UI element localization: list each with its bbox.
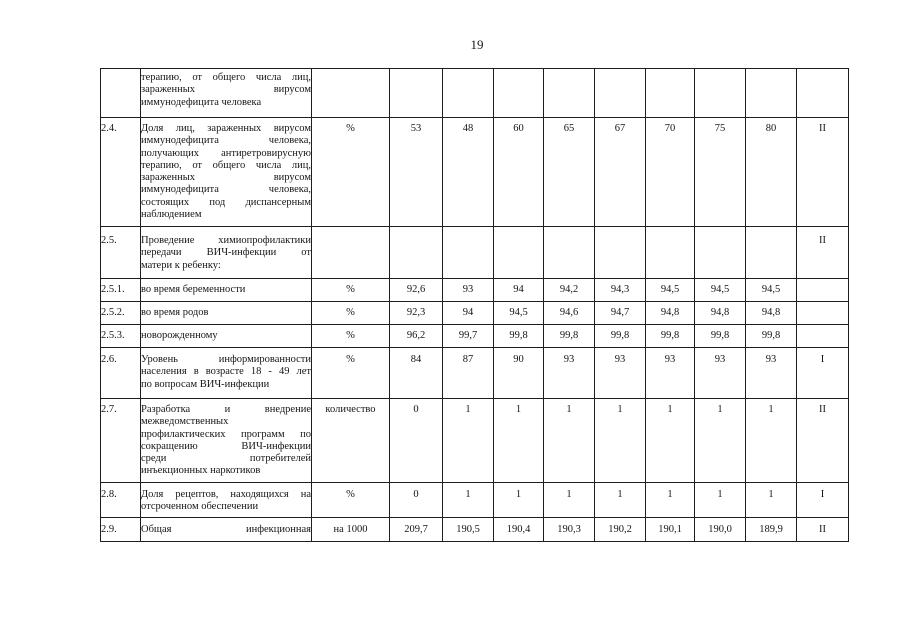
category-cell: I bbox=[797, 348, 849, 399]
unit-cell bbox=[312, 69, 390, 118]
value-cell bbox=[695, 227, 746, 279]
unit-cell: % bbox=[312, 325, 390, 348]
value-cell: 99,7 bbox=[443, 325, 494, 348]
description-line: Проведение химиопрофилактики bbox=[141, 235, 311, 246]
row-number-cell: 2.4. bbox=[101, 118, 141, 227]
category-cell: II bbox=[797, 399, 849, 483]
table-row bbox=[101, 227, 849, 279]
value-cell: 99,8 bbox=[695, 325, 746, 348]
value-cell: 94,2 bbox=[544, 279, 595, 302]
value-cell: 1 bbox=[443, 483, 494, 518]
description-cell bbox=[141, 399, 312, 483]
value-cell: 1 bbox=[443, 399, 494, 483]
value-cell: 94,8 bbox=[695, 302, 746, 325]
row-number-cell: 2.9. bbox=[101, 518, 141, 542]
row-number-cell: 2.6. bbox=[101, 348, 141, 399]
description-line: Уровень информированности bbox=[141, 354, 311, 365]
description-cell bbox=[141, 483, 312, 518]
value-cell: 93 bbox=[646, 348, 695, 399]
value-cell: 190,2 bbox=[595, 518, 646, 542]
value-cell: 1 bbox=[595, 483, 646, 518]
value-cell: 93 bbox=[746, 348, 797, 399]
value-cell: 0 bbox=[390, 399, 443, 483]
value-cell: 90 bbox=[494, 348, 544, 399]
value-cell: 94,7 bbox=[595, 302, 646, 325]
unit-cell: % bbox=[312, 348, 390, 399]
description-cell bbox=[141, 325, 312, 348]
unit-cell bbox=[312, 227, 390, 279]
value-cell bbox=[595, 227, 646, 279]
category-cell bbox=[797, 302, 849, 325]
value-cell: 87 bbox=[443, 348, 494, 399]
unit-cell: % bbox=[312, 118, 390, 227]
value-cell: 92,6 bbox=[390, 279, 443, 302]
page-number: 19 bbox=[470, 37, 484, 52]
value-cell: 190,0 bbox=[695, 518, 746, 542]
indicators-table bbox=[100, 68, 849, 542]
value-cell: 99,8 bbox=[746, 325, 797, 348]
value-cell: 94,5 bbox=[695, 279, 746, 302]
description-line: иммунодефицита человека, bbox=[141, 135, 311, 147]
value-cell: 190,3 bbox=[544, 518, 595, 542]
row-number-cell: 2.8. bbox=[101, 483, 141, 518]
value-cell: 1 bbox=[544, 399, 595, 483]
category-cell: I bbox=[797, 483, 849, 518]
value-cell: 80 bbox=[746, 118, 797, 227]
description-line: зараженных вирусом bbox=[141, 84, 311, 96]
value-cell: 93 bbox=[695, 348, 746, 399]
value-cell: 0 bbox=[390, 483, 443, 518]
description-line: по вопросам ВИЧ-инфекции bbox=[141, 378, 270, 390]
value-cell: 99,8 bbox=[646, 325, 695, 348]
description-line: получающих антиретровирусную bbox=[141, 147, 311, 159]
table-row bbox=[101, 302, 849, 325]
description-line: среди потребителей bbox=[141, 453, 311, 465]
description-line: наблюдением bbox=[141, 209, 202, 221]
value-cell: 93 bbox=[544, 348, 595, 399]
value-cell bbox=[443, 227, 494, 279]
description-line: профилактических программ по bbox=[141, 428, 311, 440]
description-line: иммунодефицита человека, bbox=[141, 184, 311, 196]
value-cell: 93 bbox=[595, 348, 646, 399]
value-cell: 92,3 bbox=[390, 302, 443, 325]
value-cell: 75 bbox=[695, 118, 746, 227]
description-line: отсроченном обеспечении bbox=[141, 501, 259, 513]
value-cell bbox=[746, 69, 797, 118]
value-cell: 94 bbox=[494, 279, 544, 302]
table-row bbox=[101, 348, 849, 399]
value-cell: 94,3 bbox=[595, 279, 646, 302]
description-line: терапию, от общего числа лиц, bbox=[141, 72, 311, 83]
value-cell: 1 bbox=[544, 483, 595, 518]
value-cell: 190,4 bbox=[494, 518, 544, 542]
value-cell: 1 bbox=[746, 483, 797, 518]
description-line: зараженных вирусом bbox=[141, 172, 311, 184]
value-cell: 1 bbox=[695, 483, 746, 518]
value-cell bbox=[494, 227, 544, 279]
description-line: новорожденному bbox=[141, 330, 218, 341]
description-line: матери к ребенку: bbox=[141, 259, 221, 271]
row-number-cell: 2.5.3. bbox=[101, 325, 141, 348]
category-cell: II bbox=[797, 227, 849, 279]
row-number-cell: 2.5.1. bbox=[101, 279, 141, 302]
value-cell: 1 bbox=[595, 399, 646, 483]
row-number-cell: 2.7. bbox=[101, 399, 141, 483]
category-cell: II bbox=[797, 518, 849, 542]
value-cell: 94,6 bbox=[544, 302, 595, 325]
category-cell bbox=[797, 325, 849, 348]
unit-cell: количество bbox=[312, 399, 390, 483]
value-cell: 70 bbox=[646, 118, 695, 227]
value-cell: 1 bbox=[695, 399, 746, 483]
description-line: Разработка и внедрение bbox=[141, 404, 311, 415]
value-cell: 93 bbox=[443, 279, 494, 302]
value-cell: 96,2 bbox=[390, 325, 443, 348]
value-cell: 94,5 bbox=[746, 279, 797, 302]
value-cell bbox=[494, 69, 544, 118]
value-cell: 94,5 bbox=[494, 302, 544, 325]
category-cell: II bbox=[797, 118, 849, 227]
description-line: межведомственных bbox=[141, 416, 229, 428]
unit-cell: % bbox=[312, 483, 390, 518]
value-cell: 190,5 bbox=[443, 518, 494, 542]
row-number-cell bbox=[101, 69, 141, 118]
value-cell: 94,8 bbox=[746, 302, 797, 325]
table-body bbox=[101, 69, 849, 542]
value-cell: 94,8 bbox=[646, 302, 695, 325]
value-cell: 60 bbox=[494, 118, 544, 227]
value-cell bbox=[746, 227, 797, 279]
value-cell bbox=[544, 69, 595, 118]
value-cell bbox=[544, 227, 595, 279]
description-cell bbox=[141, 118, 312, 227]
value-cell: 99,8 bbox=[494, 325, 544, 348]
description-cell bbox=[141, 279, 312, 302]
value-cell: 1 bbox=[746, 399, 797, 483]
description-cell bbox=[141, 69, 312, 118]
table-row bbox=[101, 279, 849, 302]
value-cell: 209,7 bbox=[390, 518, 443, 542]
row-number-cell: 2.5.2. bbox=[101, 302, 141, 325]
row-number-cell: 2.5. bbox=[101, 227, 141, 279]
table-row bbox=[101, 399, 849, 483]
unit-cell: на 1000 bbox=[312, 518, 390, 542]
description-cell bbox=[141, 348, 312, 399]
value-cell bbox=[646, 69, 695, 118]
value-cell: 48 bbox=[443, 118, 494, 227]
description-line: терапию, от общего числа лиц, bbox=[141, 159, 311, 171]
value-cell: 84 bbox=[390, 348, 443, 399]
table-row bbox=[101, 118, 849, 227]
unit-cell: % bbox=[312, 302, 390, 325]
description-line: состоящих под диспансерным bbox=[141, 196, 311, 208]
description-line: населения в возрасте 18 - 49 лет bbox=[141, 366, 311, 378]
table-row bbox=[101, 69, 849, 118]
description-cell bbox=[141, 518, 312, 542]
category-cell bbox=[797, 279, 849, 302]
value-cell bbox=[595, 69, 646, 118]
value-cell: 1 bbox=[646, 399, 695, 483]
description-line: Общая инфекционная bbox=[141, 524, 311, 535]
value-cell: 94 bbox=[443, 302, 494, 325]
description-line: инъекционных наркотиков bbox=[141, 465, 261, 477]
category-cell bbox=[797, 69, 849, 118]
unit-cell: % bbox=[312, 279, 390, 302]
value-cell: 67 bbox=[595, 118, 646, 227]
value-cell bbox=[390, 227, 443, 279]
value-cell bbox=[443, 69, 494, 118]
description-line: Доля лиц, зараженных вирусом bbox=[141, 123, 311, 134]
table-row bbox=[101, 325, 849, 348]
value-cell: 65 bbox=[544, 118, 595, 227]
description-cell bbox=[141, 302, 312, 325]
value-cell: 53 bbox=[390, 118, 443, 227]
value-cell bbox=[695, 69, 746, 118]
table-row bbox=[101, 518, 849, 542]
table-row bbox=[101, 483, 849, 518]
description-line: иммунодефицита человека bbox=[141, 96, 262, 108]
description-line: Доля рецептов, находящихся на bbox=[141, 489, 311, 500]
value-cell bbox=[646, 227, 695, 279]
description-line: во время родов bbox=[141, 307, 209, 318]
value-cell: 1 bbox=[494, 399, 544, 483]
value-cell: 99,8 bbox=[595, 325, 646, 348]
value-cell: 94,5 bbox=[646, 279, 695, 302]
value-cell: 1 bbox=[646, 483, 695, 518]
value-cell: 1 bbox=[494, 483, 544, 518]
value-cell: 190,1 bbox=[646, 518, 695, 542]
value-cell bbox=[390, 69, 443, 118]
description-line: передачи ВИЧ-инфекции от bbox=[141, 247, 311, 259]
description-line: сокращению ВИЧ-инфекции bbox=[141, 440, 311, 452]
description-line: во время беременности bbox=[141, 284, 246, 295]
description-cell bbox=[141, 227, 312, 279]
value-cell: 189,9 bbox=[746, 518, 797, 542]
value-cell: 99,8 bbox=[544, 325, 595, 348]
